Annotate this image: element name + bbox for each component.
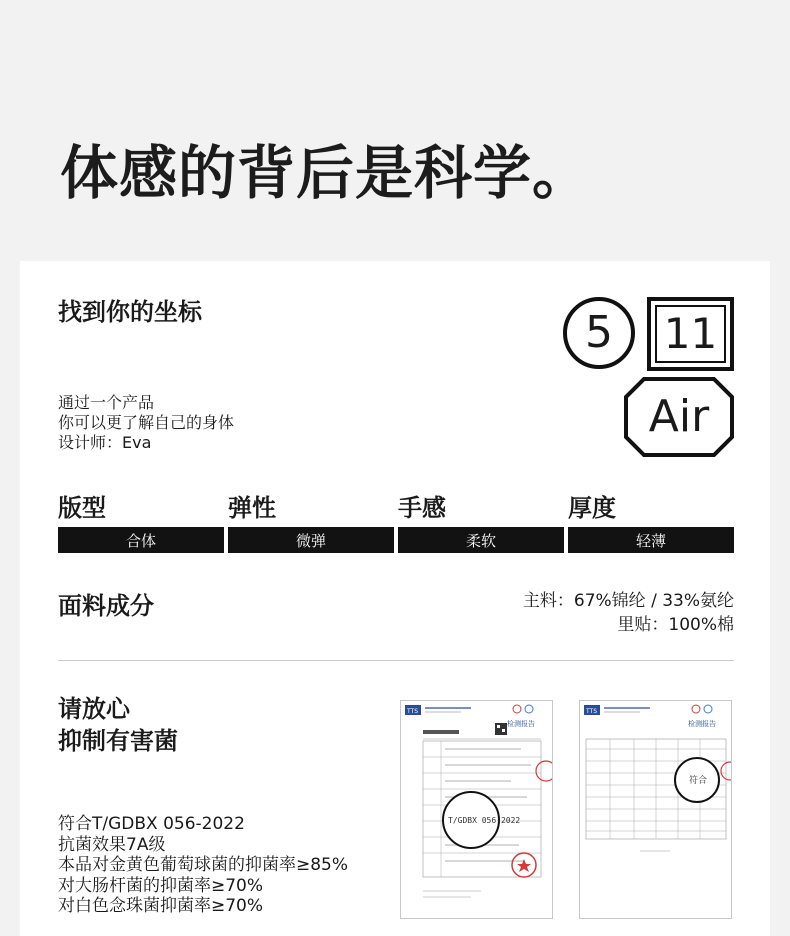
antibacterial-title — [58, 693, 178, 757]
attr-value-elasticity: 微弹 — [228, 527, 394, 553]
magnified-standard: T/GDBX 056-2022 — [448, 816, 521, 825]
rate-line: 对白色念珠菌抑菌率≥70% — [58, 896, 264, 916]
antibacterial-title-line: 抑制有害菌 — [58, 727, 178, 755]
intro-line: 通过一个产品 — [58, 393, 155, 412]
attr-label-hand-feel: 手感 — [398, 494, 446, 522]
size-badge-square — [647, 297, 734, 371]
report-logo: TTS — [407, 708, 419, 715]
intro-text — [58, 393, 234, 453]
page-headline: 体感的背后是科学。 — [60, 139, 592, 207]
test-report-image — [579, 700, 732, 919]
report-document-icon — [580, 701, 732, 919]
report-document-icon — [401, 701, 553, 919]
designer-line: 设计师：Eva — [58, 433, 152, 452]
size-badge-square-value: 11 — [655, 305, 726, 363]
report-logo: TTS — [586, 708, 598, 715]
attr-value-thickness: 轻薄 — [568, 527, 734, 553]
test-report-image — [400, 700, 553, 919]
fabric-title: 面料成分 — [58, 592, 154, 620]
fabric-main-line: 主料：67%锦纶 / 33%氨纶 — [522, 591, 734, 611]
rate-line: 本品对金黄色葡萄球菌的抑菌率≥85% — [58, 855, 349, 875]
magnified-compliance: 符合 — [689, 776, 708, 786]
air-badge — [624, 377, 734, 457]
intro-line: 你可以更了解自己的身体 — [58, 413, 235, 432]
grade-line: 抗菌效果7A级 — [58, 834, 166, 855]
fabric-composition — [523, 589, 734, 637]
coordinates-title: 找到你的坐标 — [58, 298, 202, 326]
attr-value-hand-feel: 柔软 — [398, 527, 564, 553]
product-info-card — [20, 261, 770, 936]
report-heading: 检测报告 — [688, 720, 716, 728]
attr-value-fit: 合体 — [58, 527, 224, 553]
size-badge-circle: 5 — [563, 297, 635, 369]
report-heading: 检测报告 — [507, 720, 535, 728]
attr-label-thickness: 厚度 — [568, 494, 616, 522]
standard-line: 符合T/GDBX 056-2022 — [58, 814, 245, 834]
fabric-lining-line: 里贴：100%棉 — [617, 615, 734, 635]
attr-label-elasticity: 弹性 — [228, 494, 276, 522]
antibacterial-title-line: 请放心 — [58, 695, 130, 723]
section-divider — [58, 660, 734, 661]
antibacterial-details — [58, 814, 348, 917]
rate-line: 对大肠杆菌的抑菌率≥70% — [58, 875, 264, 896]
attr-label-fit: 版型 — [58, 494, 106, 522]
air-badge-label: Air — [648, 391, 710, 442]
